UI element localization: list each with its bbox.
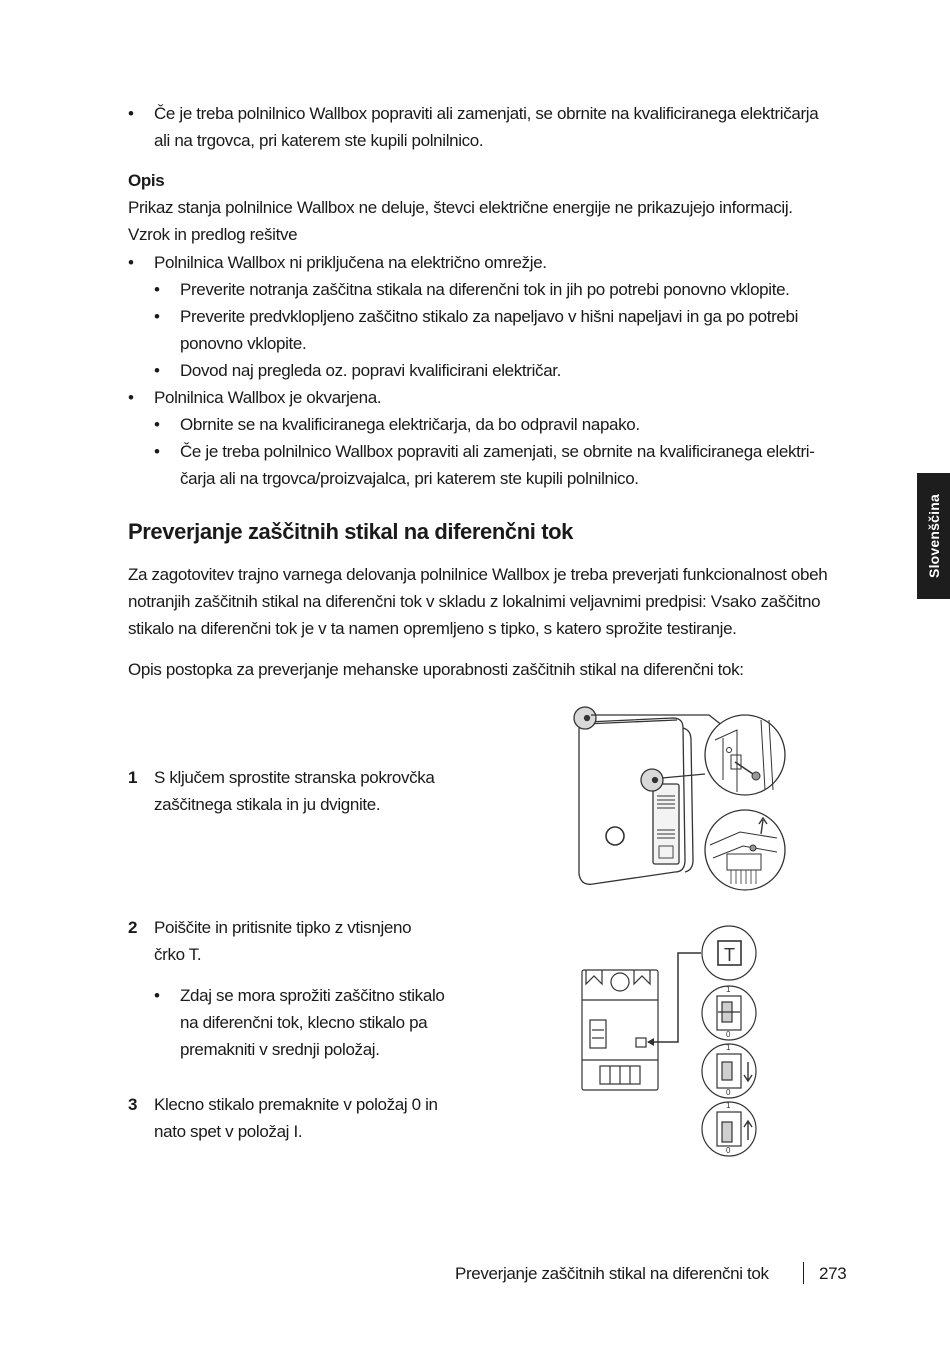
test-key-letter: T (724, 945, 735, 965)
step-3-line2: nato spet v položaj I. (154, 1122, 303, 1141)
switch-label-off: 0 (726, 1030, 731, 1039)
step-3-number: 3 (128, 1095, 138, 1114)
bullet-marker: • (128, 388, 134, 407)
wallbox-cover-figure (565, 700, 790, 895)
section-para2: Opis postopka za preverjanje mehanske uporabnosti zaščitnih stikal na diferenčni tok: (128, 660, 744, 679)
bullet-marker: • (154, 307, 160, 326)
step-2-sub-line1: Zdaj se mora sprožiti zaščitno stikalo (180, 986, 445, 1005)
switch-label-on: 1 (726, 985, 731, 994)
step-1-number: 1 (128, 768, 138, 787)
cause-2-sub-1: Obrnite se na kvalificiranega električarja, da bo odpravil napako. (180, 415, 640, 434)
bullet-marker: • (154, 442, 160, 461)
cause-title: Vzrok in predlog rešitve (128, 225, 298, 244)
cause-2-sub-2-line1: Če je treba polnilnico Wallbox popraviti ali zamenjati, se obrnite na kvalificiranega elektri- (180, 442, 815, 461)
opis-title: Opis (128, 171, 165, 190)
opis-text: Prikaz stanja polnilnice Wallbox ne deluje, števci električne energije ne prikazujejo informacij. (128, 198, 793, 217)
footer-separator (803, 1262, 804, 1284)
bullet-marker: • (154, 280, 160, 299)
switch-label-off: 0 (726, 1088, 731, 1097)
step-3-line1: Klecno stikalo premaknite v položaj 0 in (154, 1095, 438, 1114)
intro-bullet-line2: ali na trgovca, pri katerem ste kupili polnilnico. (154, 131, 484, 150)
page-number: 273 (819, 1264, 847, 1283)
section-para1-line3: stikalo na diferenčni tok je v ta namen opremljeno s tipko, s katero sprožite testiranje. (128, 619, 737, 638)
cause-1-sub-2-line2: ponovno vklopite. (180, 334, 307, 353)
cause-1-label: Polnilnica Wallbox ni priključena na električno omrežje. (154, 253, 547, 272)
step-2-number: 2 (128, 918, 138, 937)
section-para1-line1: Za zagotovitev trajno varnega delovanja polnilnice Wallbox je treba preverjati funkcionalnost obeh (128, 565, 828, 584)
cause-1-sub-3: Dovod naj pregleda oz. popravi kvalificirani električar. (180, 361, 562, 380)
footer-title: Preverjanje zaščitnih stikal na diferenčni tok (455, 1264, 769, 1283)
switch-label-on: 1 (726, 1043, 731, 1052)
cause-1-sub-2-line1: Preverite predvklopljeno zaščitno stikalo za napeljavo v hišni napeljavi in ga po potrebi (180, 307, 799, 326)
bullet-marker: • (128, 104, 134, 123)
step-2-line1: Poiščite in pritisnite tipko z vtisnjeno (154, 918, 412, 937)
bullet-marker: • (154, 986, 160, 1005)
section-heading: Preverjanje zaščitnih stikal na diferenčni tok (128, 519, 573, 544)
rcd-test-figure (578, 920, 763, 1160)
step-2-line2: črko T. (154, 945, 202, 964)
step-2-sub-line2: na diferenčni tok, klecno stikalo pa (180, 1013, 428, 1032)
language-side-tab (917, 473, 950, 599)
step-1-line1: S ključem sprostite stranska pokrovčka (154, 768, 435, 787)
section-para1-line2: notranjih zaščitnih stikal na diferenčni tok v skladu z lokalnimi veljavnimi predpisi: Vsako zaščitno (128, 592, 821, 611)
bullet-marker: • (128, 253, 134, 272)
cause-1-sub-1: Preverite notranja zaščitna stikala na diferenčni tok in jih po potrebi ponovno vklopite. (180, 280, 790, 299)
switch-label-off: 0 (726, 1146, 731, 1155)
language-side-tab-label: Slovenščina (925, 494, 942, 578)
cause-2-sub-2-line2: čarja ali na trgovca/proizvajalca, pri katerem ste kupili polnilnico. (180, 469, 639, 488)
bullet-marker: • (154, 361, 160, 380)
intro-bullet-line1: Če je treba polnilnico Wallbox popraviti ali zamenjati, se obrnite na kvalificiranega električarja (154, 104, 819, 123)
switch-label-on: 1 (726, 1101, 731, 1110)
step-2-sub-line3: premakniti v srednji položaj. (180, 1040, 380, 1059)
cause-2-label: Polnilnica Wallbox je okvarjena. (154, 388, 382, 407)
step-1-line2: zaščitnega stikala in ju dvignite. (154, 795, 381, 814)
bullet-marker: • (154, 415, 160, 434)
